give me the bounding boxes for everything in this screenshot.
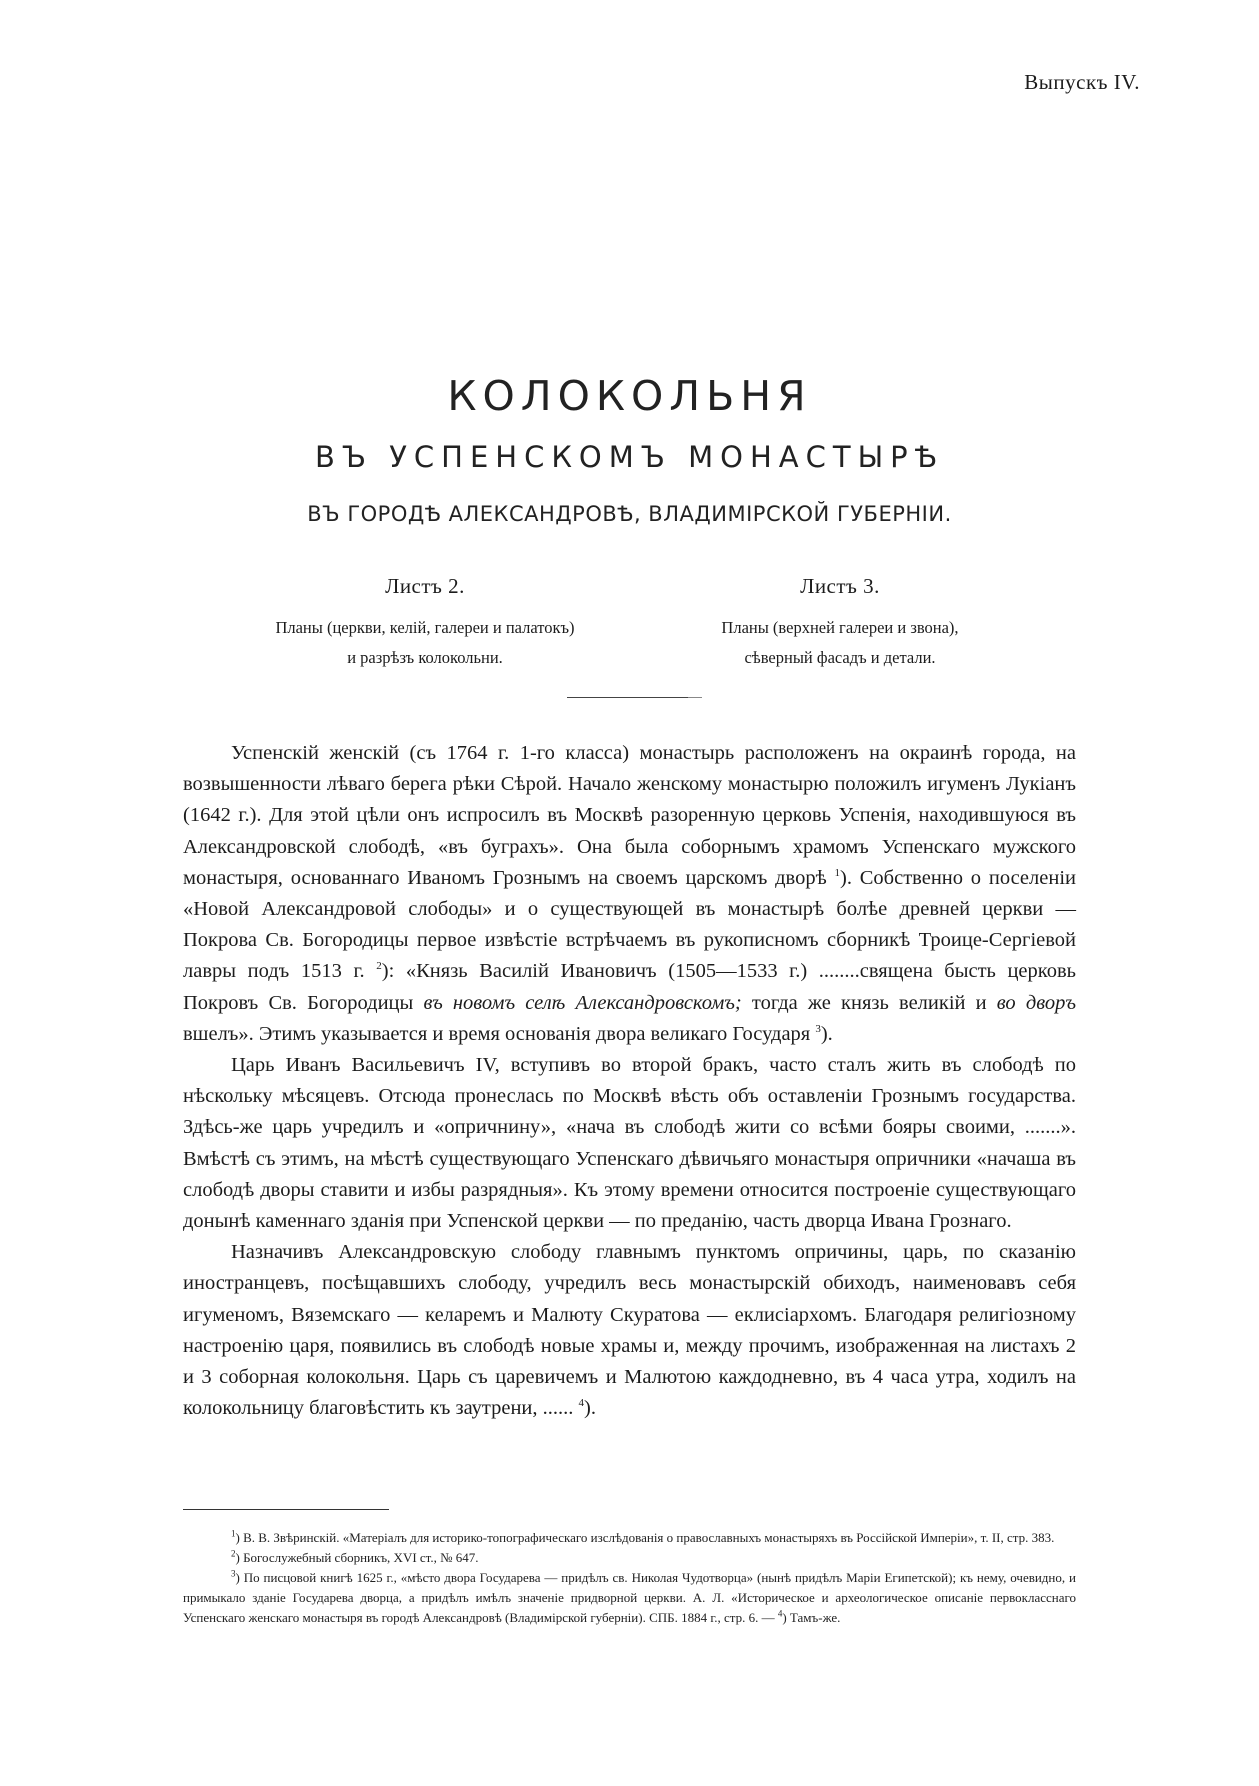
footnote-mark: 2 (231, 1548, 236, 1559)
location-line: ВЪ ГОРОДѢ АЛЕКСАНДРОВѢ, ВЛАДИМІРСКОЙ ГУБЕРНІИ. (307, 502, 952, 526)
text-span: ): «Князь Василій Ивановичъ (1505—1533 г.) ........священа бысть церковь Покровъ Св. Богородицы (183, 960, 1076, 1014)
footnote-ref[interactable]: 1 (834, 866, 840, 879)
sheet-title: Листъ 2. (385, 574, 465, 598)
paragraph (183, 738, 1076, 1050)
text-span: ). (584, 1397, 596, 1420)
sheet-description: Планы (церкви, келій, галереи и палатокъ) и разрѣзъ колокольни. (275, 618, 575, 667)
text-span: ). Собственно о поселеніи «Новой Александровой слободы» и о существующей въ монастырѣ болѣе древней церкви — Покрова Св. Богородицы первое извѣстіе встрѣчаемъ въ рукописномъ сборникѣ Троице-Сергіевой лавры подъ 1513 г. (183, 866, 1076, 983)
sheet-2-caption (205, 574, 645, 673)
text-span: ). (820, 1022, 833, 1045)
footnote-ref[interactable]: 4 (578, 1397, 585, 1410)
footnotes (183, 1528, 1076, 1628)
paragraph (183, 1237, 1076, 1424)
issue-number: Выпускъ IV. (1024, 70, 1140, 94)
paragraph: Царь Иванъ Васильевичъ IV, вступивъ во второй бракъ, часто сталъ жить въ слободѣ по нѣскольку мѣсяцевъ. Отсюда пронеслась по Москвѣ вѣсть объ оставленіи Грознымъ государства. Здѣсь-же царь учредилъ и «опричнину», «нача въ слободѣ жити со всѣми бояры своими, .......». Вмѣстѣ съ этимъ, на мѣстѣ существующаго Успенскаго дѣвичьяго монастыря опричники «начаша въ слободѣ дворы ставити и избы разрядныя». Къ этому времени относится построеніе существующаго донынѣ каменнаго зданія при Успенской церкви — по преданію, часть дворца Ивана Грознаго. (183, 1054, 1076, 1233)
footnote (183, 1548, 1076, 1568)
footnote-ref[interactable]: 2 (376, 960, 382, 973)
sheet-description: Планы (верхней галереи и звона), сѣверный фасадъ и детали. (721, 618, 959, 667)
sheet-title: Листъ 3. (800, 574, 880, 598)
footnote-text: ) Тамъ-же. (782, 1610, 841, 1625)
article-body (183, 738, 1076, 1424)
sheet-3-caption (620, 574, 1060, 673)
italic-phrase: во дворъ (996, 991, 1076, 1014)
text-span: тогда же князь великій и (741, 991, 997, 1014)
footnote-text: ) В. В. Звѣринскій. «Матеріалъ для историко-топографическаго изслѣдованія о православныхъ монастыряхъ въ Россійской Имперіи», т. II, стр. 383. (235, 1530, 1055, 1545)
section-divider-tail (688, 697, 702, 698)
footnote-text: ) По писцовой книгѣ 1625 г., «мѣсто двора Государева — придѣлъ св. Николая Чудотворца» (нынѣ придѣлъ Маріи Египетской); къ нему, очевидно, и примыкало зданіе Государева дворца, а придѣлъ имѣлъ значеніе придворной церкви. А. Л. «Историческое и археологическое описаніе первокласснаго Успенскаго женскаго монастыря въ городѣ Александровѣ (Владимірской губерніи). СПБ. 1884 г., стр. 6. — (183, 1570, 1076, 1625)
page-subtitle: ВЪ УСПЕНСКОМЪ МОНАСТЫРѢ (314, 440, 945, 474)
footnote-mark: 4 (777, 1608, 783, 1619)
section-divider (567, 697, 699, 698)
footnote-mark: 3 (231, 1568, 236, 1579)
footnote-rule (183, 1509, 389, 1510)
text-span: Успенскій женскій (съ 1764 г. 1-го класса) монастырь расположенъ на окраинѣ города, на возвышенности лѣваго берега рѣки Сѣрой. Начало женскому монастырю положилъ игуменъ Лукіанъ (1642 г.). Для этой цѣли онъ испросилъ въ Москвѣ разоренную церковь Успенія, находившуюся въ Александровской слободѣ, «въ буграхъ». Она была соборнымъ храмомъ Успенскаго мужского монастыря, основаннаго Иваномъ Грознымъ на своемъ царскомъ дворѣ (183, 742, 1076, 889)
text-span: Назначивъ Александровскую слободу главнымъ пунктомъ опричины, царь, по сказанію иностранцевъ, посѣщавшихъ слободу, учредилъ весь монастырскій обиходъ, наименовавъ себя игуменомъ, Вяземскаго — келаремъ и Малюту Скуратова — еклисіархомъ. Благодаря религіозному настроенію царя, появились въ слободѣ новые храмы и, между прочимъ, изображенная на листахъ 2 и 3 соборная колокольня. Царь съ царевичемъ и Малютою каждодневно, въ 4 часа утра, ходилъ на колокольницу благовѣстить къ заутрени, ...... (183, 1241, 1076, 1420)
footnote-text: ) Богослужебный сборникъ, XVI ст., № 647. (235, 1550, 479, 1565)
footnote-ref[interactable]: 3 (815, 1023, 821, 1035)
footnote (183, 1528, 1076, 1548)
footnote-mark: 1 (231, 1528, 236, 1539)
text-span: вшелъ». Этимъ указывается и время основанія двора великаго Государя (183, 1022, 816, 1045)
footnote (183, 1568, 1076, 1628)
italic-phrase: въ новомъ селѣ Александровскомъ; (423, 991, 742, 1014)
page-title: КОЛОКОЛЬНЯ (447, 372, 812, 420)
